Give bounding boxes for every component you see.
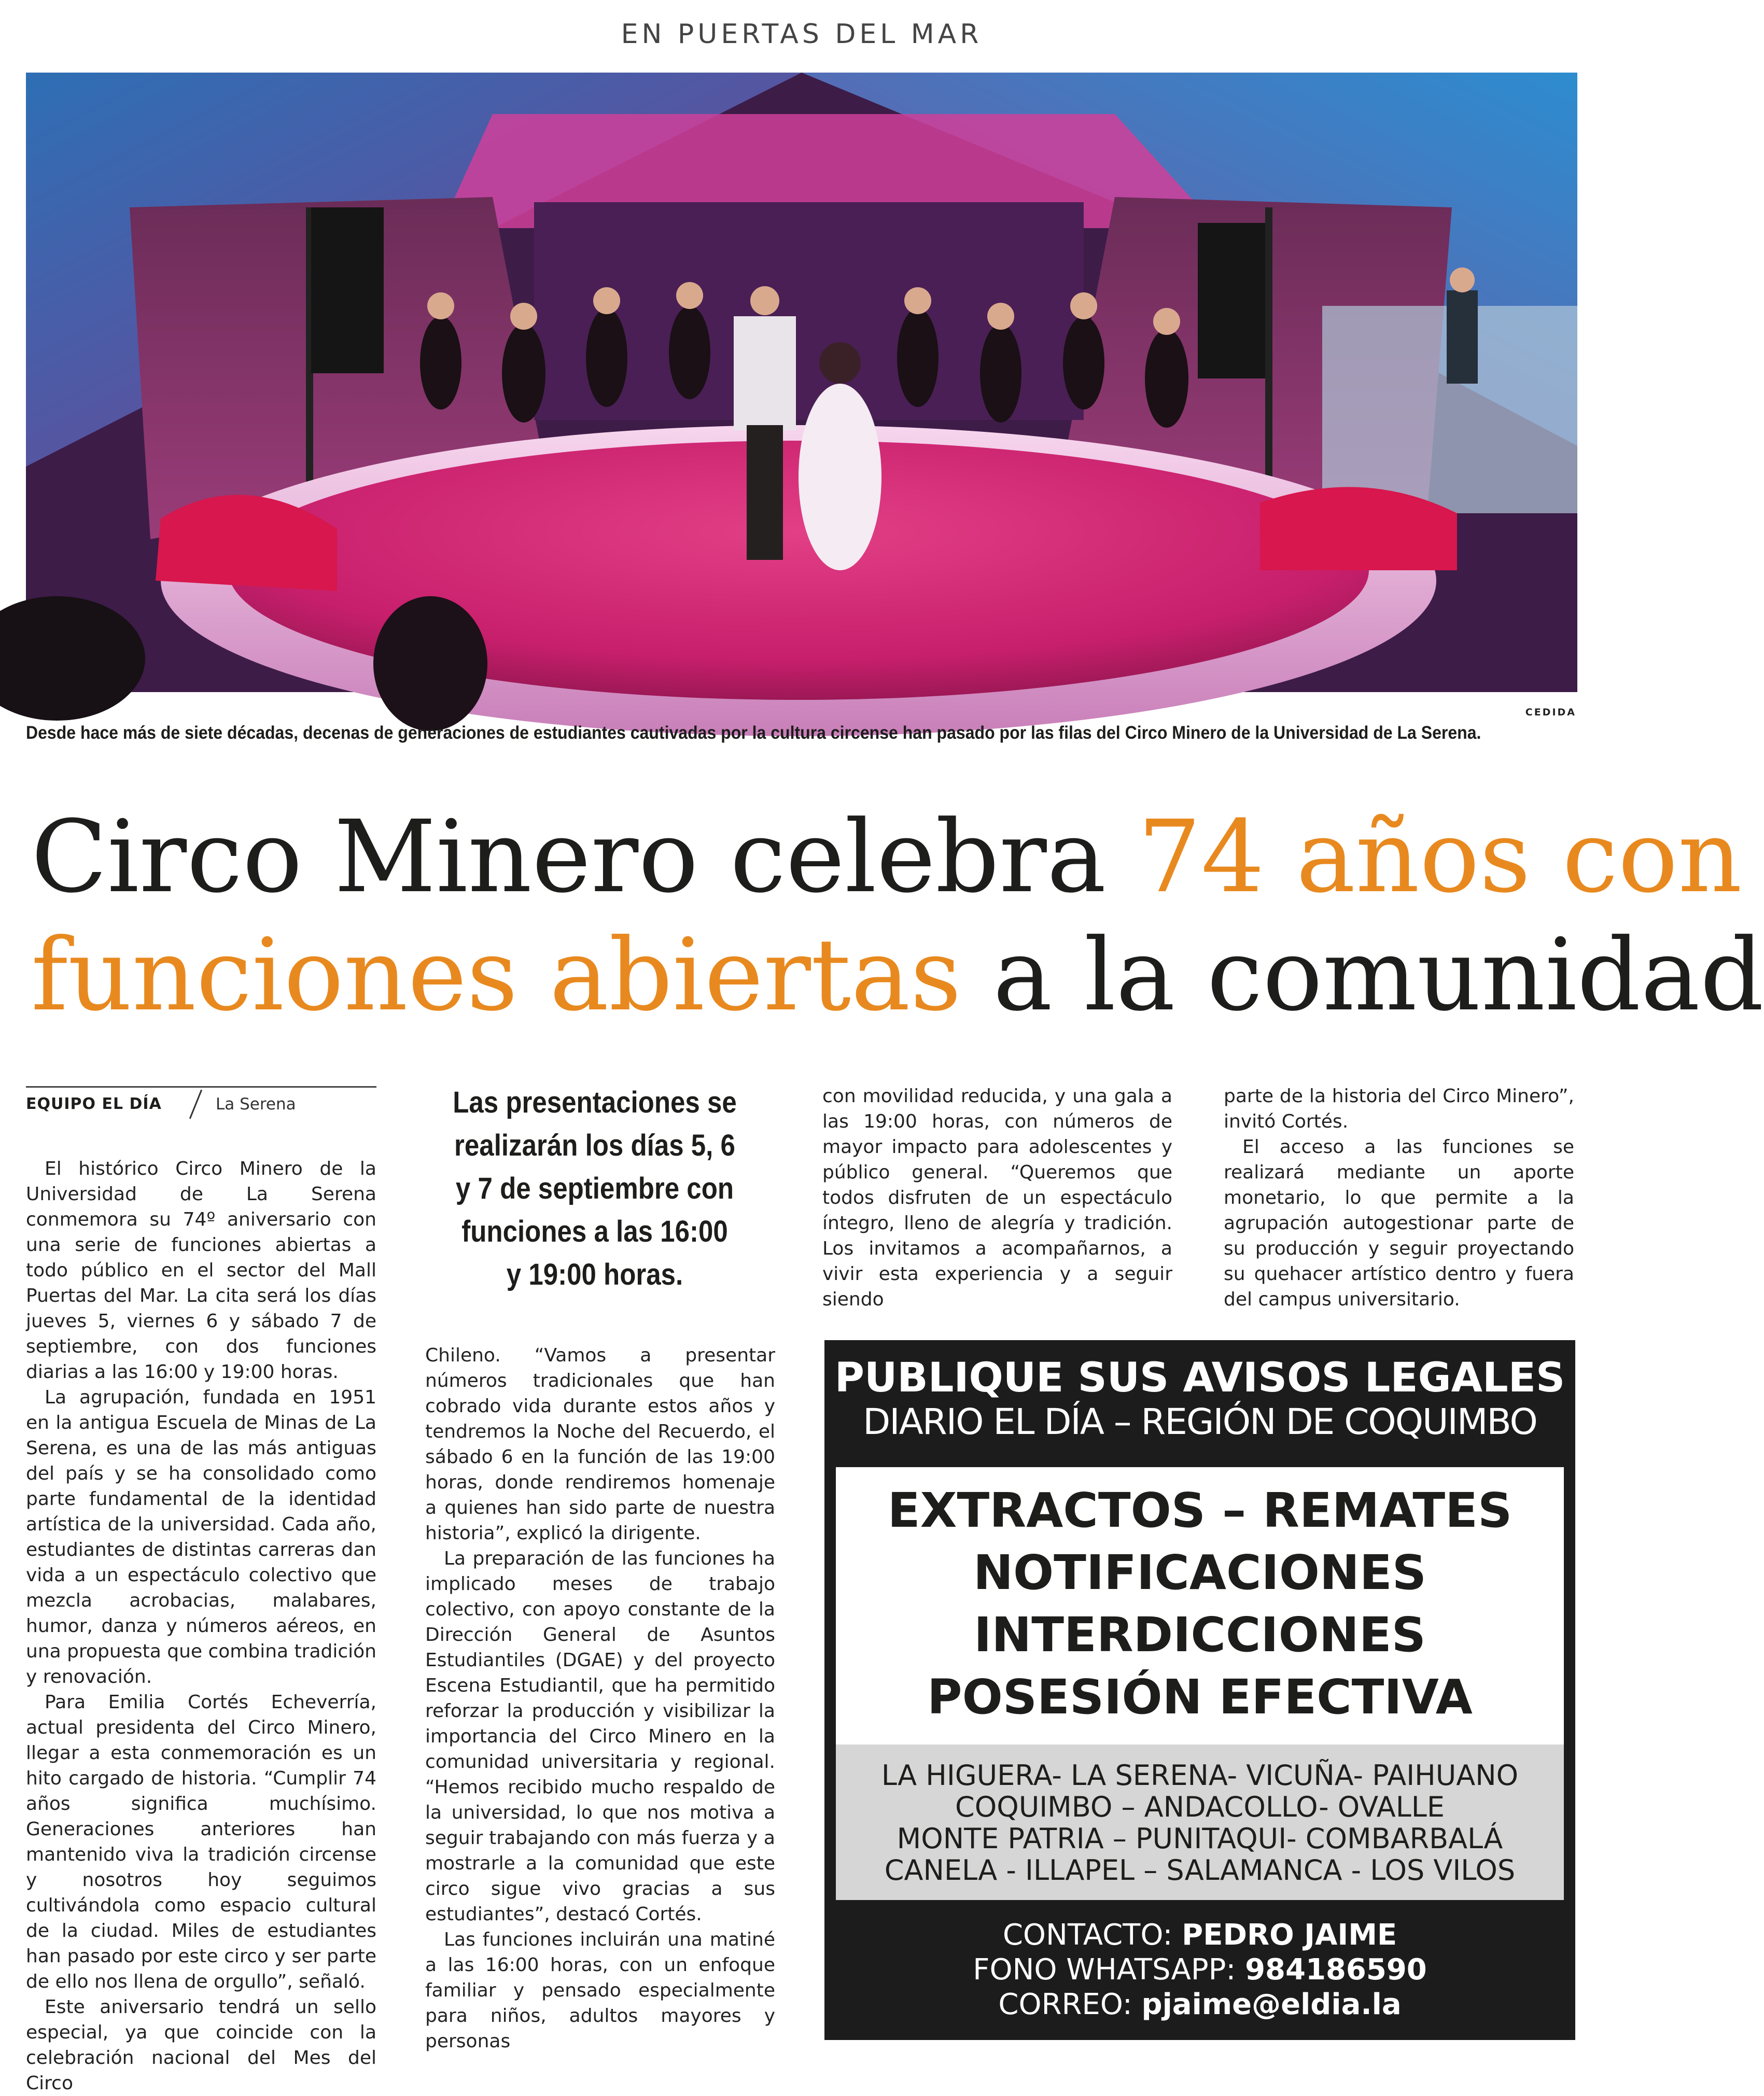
ad-category: NOTIFICACIONES <box>973 1545 1427 1600</box>
circus-photo <box>26 73 1577 692</box>
article-paragraph: Las funciones incluirán una matiné a las 16:00 horas, con un enfoque familiar y pensado especialmente para niños, adultos mayores y personas <box>425 1929 775 2052</box>
ad-category: EXTRACTOS – REMATES <box>887 1483 1513 1538</box>
ad-city-line: COQUIMBO – ANDACOLLO- OVALLE <box>955 1791 1445 1823</box>
ad-city-line: LA HIGUERA- LA SERENA- VICUÑA- PAIHUANO <box>881 1759 1519 1792</box>
phone-number: 984186590 <box>1245 1953 1427 1987</box>
article-paragraph: Chileno. “Vamos a presentar números tradicionales que han cobrado vida durante estos años y tendremos la Noche del Recuerdo, el sábado 6 en la función de las 19:00 horas, donde rendiremos homenaje a quienes han sido parte de nuestra historia”, explicó la dirigente. <box>425 1345 775 1544</box>
article-paragraph: parte de la historia del Circo Minero”, invitó Cortés. <box>1224 1086 1574 1132</box>
ad-category: POSESIÓN EFECTIVA <box>927 1669 1473 1725</box>
article-column-2 <box>425 1343 775 2054</box>
article-paragraph: Este aniversario tendrá un sello especial, ya que coincide con la celebración nacional del Mes del Circo <box>26 1996 376 2094</box>
article-paragraph: La agrupación, fundada en 1951 en la antigua Escuela de Minas de La Serena, es una de las más antiguas del país y se ha consolidado como parte fundamental de la identidad artística de la universidad. Cada año, estudiantes de distintas carreras dan vida a un espectáculo colectivo que mezcla acrobacias, malabares, humor, danza y números aéreos, en una propuesta que combina tradición y renovación. <box>26 1387 377 1687</box>
byline-location: La Serena <box>216 1095 296 1114</box>
photo-credit: CEDIDA <box>1525 707 1576 718</box>
ad-subtitle: DIARIO EL DÍA – REGIÓN DE COQUIMBO <box>863 1401 1537 1443</box>
ad-phone-line <box>824 1953 1575 1987</box>
email-address: pjaime@eldia.la <box>1141 1988 1402 2021</box>
byline-author: EQUIPO EL DÍA <box>26 1095 162 1113</box>
byline-rule <box>26 1086 376 1088</box>
article-paragraph: El acceso a las funciones se realizará mediante un aporte monetario, lo que permite a la agrupación autogestionar parte de su producción y seguir proyectando su quehacer artístico dentro y fuera del campus universitario. <box>1224 1136 1574 1310</box>
ad-title: PUBLIQUE SUS AVISOS LEGALES <box>834 1355 1565 1401</box>
ad-contact-line <box>824 1918 1575 1952</box>
ad-category: INTERDICCIONES <box>974 1607 1426 1663</box>
pull-quote: Las presentaciones se realizarán los días 5, 6 y 7 de septiembre con funciones a las 16:00 y 19:00 horas. <box>453 1086 737 1291</box>
headline-line-1 <box>31 798 1742 917</box>
article-paragraph: Para Emilia Cortés Echeverría, actual presidenta del Circo Minero, llegar a esta conmemoración es un hito cargado de historia. “Cumplir 74 años significa muchísimo. Generaciones anteriores han mantenido viva la tradición circense y nosotros hoy seguimos cultivándola como espacio cultural de la ciudad. Miles de estudiantes han pasado por este circo y ser parte de ello nos llena de orgullo”, señaló. <box>26 1692 376 1992</box>
ad-city-line: CANELA - ILLAPEL – SALAMANCA - LOS VILOS <box>884 1854 1516 1887</box>
article-paragraph: con movilidad reducida, y una gala a las 19:00 horas, con números de mayor impacto para adolescentes y público general. “Queremos que todos disfruten de un espectáculo íntegro, lleno de alegría y tradición. Los invitamos a acompañarnos, a vivir esta experiencia y a seguir siendo <box>822 1086 1172 1310</box>
email-label: CORREO: <box>998 1988 1132 2021</box>
headline-text: a la comunidad <box>961 918 1764 1033</box>
headline-highlight: 74 años con <box>1138 799 1742 915</box>
headline-highlight: funciones abiertas <box>31 918 962 1033</box>
legal-notices-ad <box>824 1340 1575 2040</box>
headline-line-2 <box>31 917 1764 1035</box>
article-column-3 <box>822 1084 1172 1312</box>
contact-label: CONTACTO: <box>1002 1918 1173 1952</box>
headline-text: Circo Minero celebra <box>31 799 1138 915</box>
article-paragraph: La preparación de las funciones ha implicado meses de trabajo colectivo, con apoyo constante de la Dirección General de Asuntos Estudiantiles (DGAE) y del proyecto Escena Estudiantil, que ha permitido reforzar la producción y visibilizar la importancia del Circo Minero en la comunidad universitaria y regional. “Hemos recibido mucho respaldo de la universidad, lo que nos motiva a seguir trabajando con más fuerza y a mostrarle a la comunidad que este circo sigue vivo gracias a sus estudiantes”, destacó Cortés. <box>425 1548 775 1925</box>
article-column-4 <box>1224 1084 1574 1312</box>
byline-divider <box>189 1090 202 1119</box>
ad-categories-panel <box>836 1467 1564 1745</box>
section-title: EN PUERTAS DEL MAR <box>621 19 983 50</box>
ad-city-line: MONTE PATRIA – PUNITAQUI- COMBARBALÁ <box>897 1822 1503 1855</box>
phone-label: FONO WHATSAPP: <box>973 1953 1236 1987</box>
ad-email-line <box>824 1988 1575 2021</box>
ad-cities-panel <box>836 1745 1564 1900</box>
article-column-1 <box>26 1156 376 2096</box>
article-paragraph: El histórico Circo Minero de la Universidad de La Serena conmemora su 74º aniversario con una serie de funciones abiertas a todo público en el sector del Mall Puertas del Mar. La cita será los días jueves 5, viernes 6 y sábado 7 de septiembre, con dos funciones diarias a las 16:00 y 19:00 horas. <box>26 1158 376 1383</box>
photo-caption: Desde hace más de siete décadas, decenas de generaciones de estudiantes cautivadas por la cultura circense han pasado por las filas del Circo Minero de la Universidad de La Serena. <box>26 722 1481 743</box>
contact-name: PEDRO JAIME <box>1182 1918 1397 1952</box>
